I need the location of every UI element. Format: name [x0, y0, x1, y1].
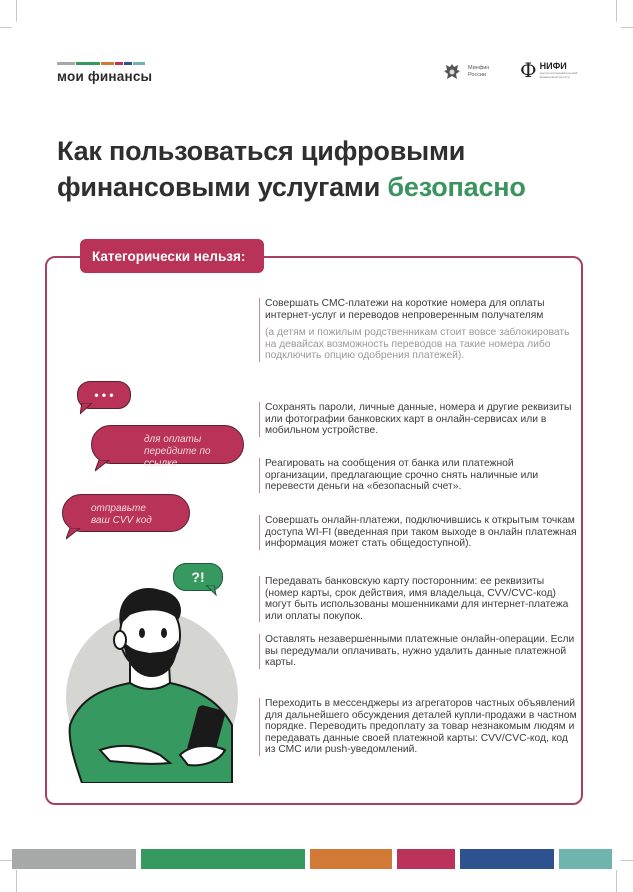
item-text: Реагировать на сообщения от банка или платежной организации, предлагающие срочно снять наличные или перевести деньги на «безопасный счет».	[265, 458, 539, 492]
logo-color-bar	[57, 62, 145, 65]
bubble-text: отправьте	[91, 503, 146, 514]
bubble-text: для оплаты	[144, 434, 202, 445]
page-title	[57, 133, 526, 205]
crop-mark	[621, 27, 633, 28]
list-item	[259, 298, 577, 362]
item-text: Передавать банковскую карту посторонним: ее реквизиты (номер карты, срок действия, имя владельца, CVV/CVC-код) могут быть использованы мошенниками для интернет-платежа или оплаты покупок.	[265, 576, 569, 622]
item-text: Переходить в мессенджеры из агрегаторов частных объявлений для дальнейшего обсуждения деталей купли-продажи в частном порядке. Переводить предоплату за товар незнакомым людям и передавать данные своей платежной карты: CVV/CVC-код, код из СМС или push-уведомлений.	[265, 698, 577, 755]
item-note: (а детям и пожилым родственникам стоит вовсе заблокировать на девайсах возможность переводов на такие номера либо подключить опцию одобрения платежей).	[265, 327, 570, 361]
bubble-tail	[80, 403, 96, 415]
item-text: Оставлять незавершенными платежные онлайн-операции. Если вы передумали оплачивать, нужно удалить данные платежной карты.	[265, 634, 575, 668]
footer-bar-orange	[310, 849, 392, 869]
list-item	[259, 402, 577, 437]
title-line-1: Как пользоваться цифровыми	[57, 136, 466, 166]
section-badge	[80, 239, 264, 273]
typing-dots-icon: • • •	[94, 388, 114, 402]
crop-mark	[0, 860, 12, 861]
footer-bar-green	[141, 849, 305, 869]
footer-bar-blue	[460, 849, 554, 869]
list-item	[259, 515, 577, 550]
cvv-request-bubble	[62, 494, 190, 532]
crop-mark	[16, 0, 17, 22]
footer-bar-gray	[12, 849, 136, 869]
person-with-phone-illustration	[60, 585, 250, 783]
minfin-logo	[442, 62, 489, 82]
brand-logo[interactable]: мои финансы	[57, 69, 153, 84]
list-item	[259, 634, 577, 669]
phishing-link-bubble	[91, 425, 244, 469]
section-badge-label: Категорически нельзя:	[92, 248, 246, 264]
crop-mark	[0, 27, 12, 28]
nifi-subtitle: научно-исследовательский финансовый институт	[539, 71, 578, 79]
list-item	[259, 576, 577, 622]
bubble-tail	[95, 460, 111, 472]
crop-mark	[616, 870, 617, 892]
list-item	[259, 458, 577, 493]
minfin-label-2: России	[468, 72, 487, 78]
nifi-name: НИФИ	[539, 61, 567, 71]
item-text: Совершать онлайн-платежи, подключившись к открытым точкам доступа WI-FI (введенная при таком выходе в онлайн платежная информация может стать общедоступной).	[265, 515, 577, 549]
crop-mark	[616, 0, 617, 22]
footer-bar-crimson	[397, 849, 455, 869]
minfin-label: Минфин	[468, 65, 490, 71]
item-text: Сохранять пароли, личные данные, номера и другие реквизиты или фотографии банковских карт в онлайн-сервисах или в мобильном устройстве.	[265, 402, 572, 436]
bubble-text: ваш CVV код	[91, 515, 152, 526]
crop-mark	[16, 870, 17, 892]
double-headed-eagle-icon	[442, 62, 462, 82]
title-line-2-text: финансовыми услугами	[57, 172, 388, 202]
crop-mark	[621, 860, 633, 861]
title-line-2	[57, 169, 526, 205]
nifi-logo	[520, 60, 590, 80]
bubble-text: перейдите по ссылке	[144, 446, 211, 469]
item-text: Совершать СМС-платежи на короткие номера для оплаты интернет-услуг и переводов непроверенным получателям	[265, 298, 545, 321]
bubble-tail	[66, 528, 82, 540]
title-highlight: безопасно	[387, 172, 526, 202]
phi-icon: Ф	[520, 58, 537, 82]
footer-bar-teal	[559, 849, 612, 869]
interrobang-icon: ?!	[191, 569, 205, 585]
list-item	[259, 698, 577, 756]
